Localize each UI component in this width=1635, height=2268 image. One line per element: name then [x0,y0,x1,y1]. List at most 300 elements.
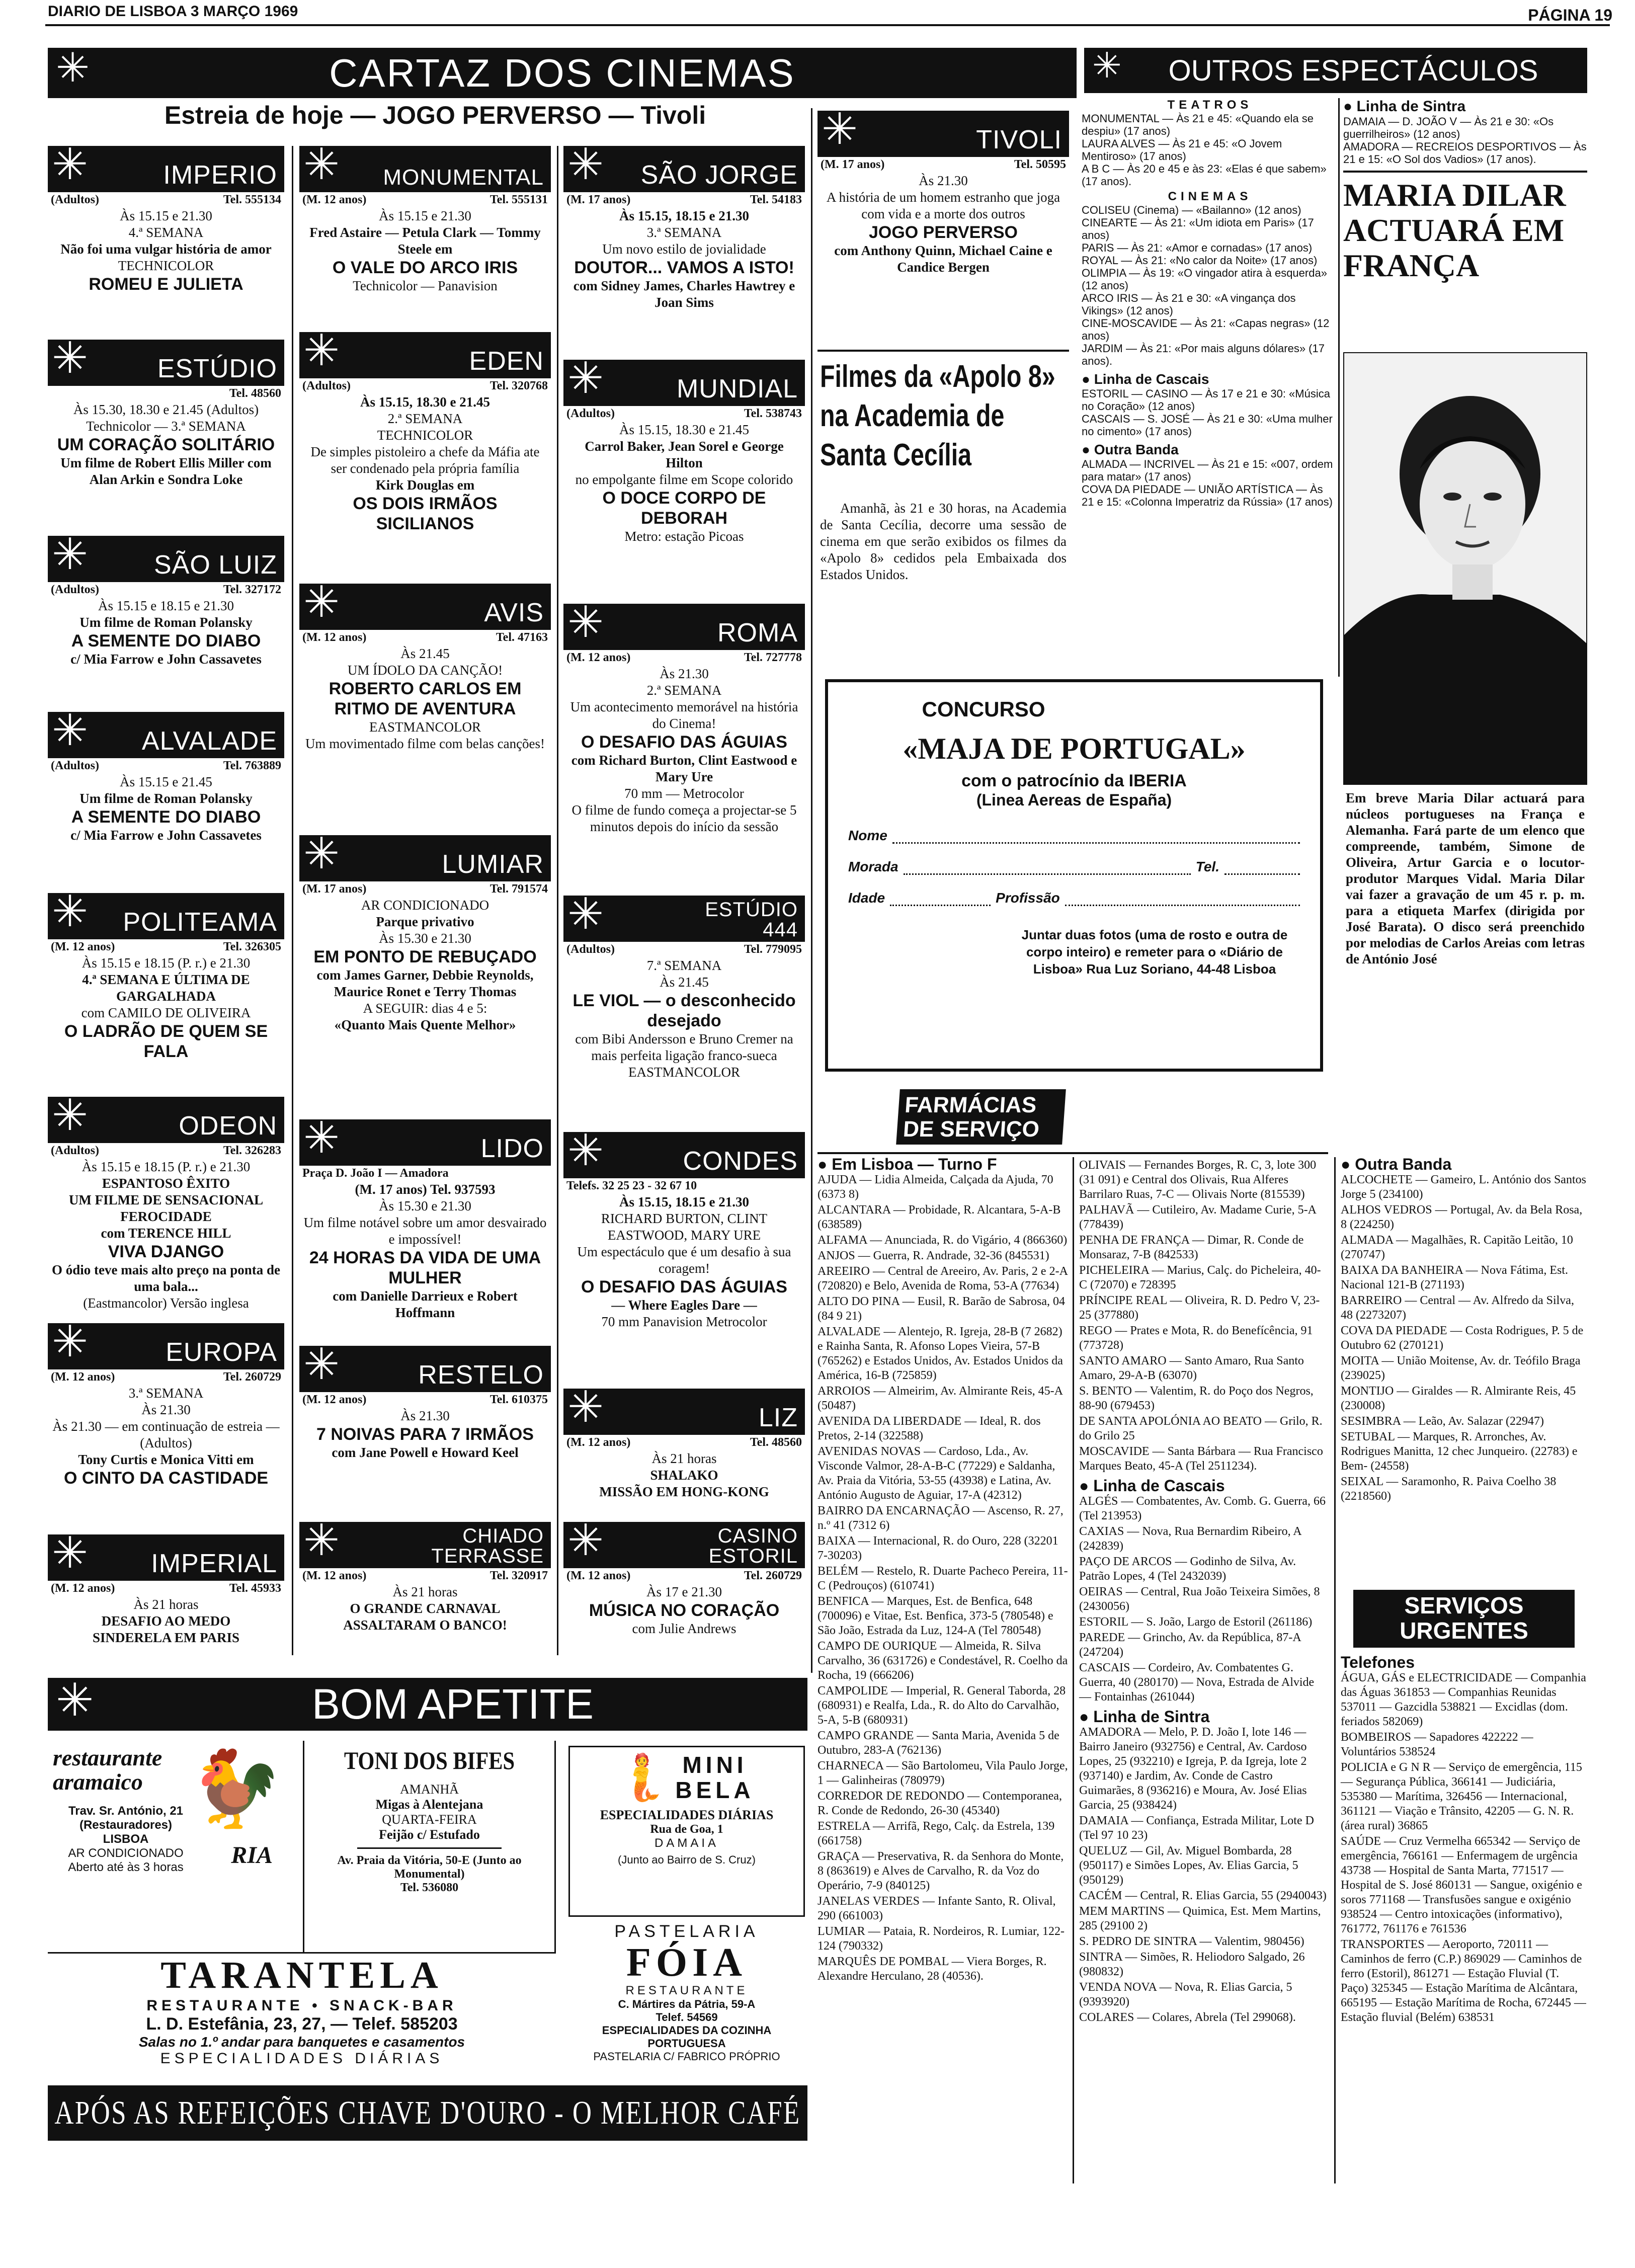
credits: Tony Curtis e Monica Vitti em [78,1452,254,1467]
section-title: Outra Banda [1094,442,1179,457]
cinema-restelo [299,1340,551,1461]
format: EASTMANCOLOR [628,1065,740,1080]
foia-pre: PASTELARIA [614,1922,759,1941]
minibela-junto: (Junto ao Bairro de S. Cruz) [618,1853,756,1866]
film-title: O VALE DO ARCO IRIS [332,258,518,277]
pharmacy-entry: PICHELEIRA — Marius, Calç. do Picheleira, 40-C (72070) e 728395 [1079,1264,1321,1291]
week: 3.ª SEMANA [646,225,722,240]
apolo-headline: Filmes da «Apolo 8» na Academia de Santa Cecília [820,359,1055,472]
showtimes: Às 15.15, 18.30 e 21.45 [360,394,490,410]
credits: RICHARD BURTON, CLINT EASTWOOD, MARY URE [601,1211,768,1243]
cinema-lumiar [299,830,551,1033]
cinema-avis [299,578,551,752]
week: 4.ª SEMANA E ÚLTIMA DE GARGALHADA [82,972,250,1004]
column-rule [811,108,812,1673]
showtimes: Às 15.15 e 18.15 e 21.30 [98,598,234,613]
portrait-image [1344,353,1587,785]
cinema-liz [563,1383,805,1500]
film-title: O DESAFIO DAS ÁGUIAS [581,1277,787,1297]
week: 2.ª SEMANA [387,411,463,426]
asterisk-icon: ✳ [303,140,340,189]
credits: com Danielle Darrieux e Robert Hoffmann [333,1288,518,1320]
showtimes: Às 15.15 e 21.30 [379,208,471,223]
film-title: OS DOIS IRMÃOS SICILIANOS [353,494,498,533]
section-rule [1343,171,1587,173]
asterisk-icon: ✳ [303,1114,340,1162]
rating: (M. 12 anos) [302,631,367,644]
cinemas-item: CINEARTE — Às 21: «Um idiota em Paris» (17 anos) [1082,216,1314,241]
asterisk-icon: ✳ [303,1340,340,1389]
rating: (Adultos) [51,1144,100,1157]
original-title: — Where Eagles Dare — [611,1298,757,1313]
phone: Tel. 327172 [223,583,281,596]
cinema-mundial [563,354,805,545]
column-rule [1334,1157,1336,2183]
format: (Eastmancolor) Versão inglesa [83,1295,249,1311]
concurso-name: «MAJA DE PORTUGAL» [903,732,1246,765]
morada-input[interactable] [904,859,1191,875]
asterisk-icon: ✳ [303,1516,340,1565]
pharmacy-entry: DE SANTA APOLÓNIA AO BEATO — Grilo, R. do Grilo 25 [1079,1415,1323,1442]
tagline: Um novo estilo de jovialidade [602,241,766,257]
phone: Tel. 791574 [489,882,548,896]
cinema-monumental [299,140,551,294]
idade-label: Idade [848,890,885,906]
pharmacy-entry: GRAÇA — Preservativa, R. da Senhora do Monte, 8 (863619) e Alves de Carvalho, R. da Voz do Operário, 7-9 (840125) [818,1850,1064,1892]
cinema-name: LUMIAR [442,850,544,879]
pharmacy-entry: ALCANTARA — Probidade, R. Alcantara, 5-A-B (638589) [818,1203,1061,1231]
pharmacy-entry: SINTRA — Simões, R. Heliodoro Salgado, 26 (980832) [1079,1951,1305,1978]
cascais-title: ● Linha de Cascais [1079,1477,1225,1495]
credits: com James Garner, Debbie Reynolds, Maurice Ronet e Terry Thomas [316,967,534,999]
asterisk-icon: ✳ [1092,46,1122,85]
asterisk-icon: ✳ [52,140,89,189]
asterisk-icon: ✳ [567,1126,604,1175]
pharmacy-entry: AVENIDAS NOVAS — Cardoso, Lda., Av. Visconde Valmor, 28-A-B-C (77229) e Saldanha, Av. Praia da Vitória, 53-55 (43938) e Latina, Av. António Augusto de Aguiar, 17-A (42312) [818,1445,1055,1502]
cinema-europa [48,1318,284,1488]
pharmacy-entry: MOITA — União Moitense, Av. dr. Teófilo Braga (239025) [1341,1354,1581,1382]
asterisk-icon: ✳ [52,706,89,755]
section-title: Linha de Cascais [1094,371,1209,387]
asterisk-icon: ✳ [567,354,604,402]
toni-amanha: AMANHÃ [400,1782,459,1797]
phone: Tel. 538743 [744,407,802,420]
rating: (M. 12 anos) [51,1582,115,1595]
section-title: Linha de Sintra [1093,1708,1210,1726]
pharmacy-entry: ARROIOS — Almeirim, Av. Almirante Reis, 45-A (50487) [818,1385,1062,1412]
section-title: Em Lisboa — Turno F [832,1155,997,1173]
idade-input[interactable] [890,890,991,906]
pharmacy-entry: ALVALADE — Alentejo, R. Igreja, 28-B (7 2682) e Rainha Santa, R. Afonso Lopes Vieira, 57-B (765262) e Estados Unidos, Av. Estados Unidos da América, 16-B (725859) [818,1325,1063,1382]
teatros-item: A B C — Às 20 e 45 e às 23: «Elas é que sabem» (17 anos). [1082,163,1327,188]
phone: Tel. 326283 [223,1144,281,1157]
phone: Telefs. 32 25 23 - 32 67 10 [566,1179,697,1192]
teatros-item: MONUMENTAL — Às 21 e 45: «Quando ela se despiu» (17 anos) [1082,112,1314,137]
tagline: Um movimentado filme com belas canções! [305,736,545,751]
phone: Tel. 47163 [496,631,548,644]
next-film: «Quanto Mais Quente Melhor» [334,1017,516,1032]
cinema-name: SÃO LUIZ [154,550,277,580]
pharmacy-entry: AMADORA — Melo, P. D. João I, lote 146 — Bairro Janeiro (932756) e Central, Av. Cardoso Lopes, 25 (932210) e Igreja, P. da Igreja, lote 2 (937140) e Jardim, Av. Conde de Castro Guimarães, 8 (936216) e Moura, Av. José Elias Garcia, 25 (938424) [1079,1726,1307,1812]
rating: (Adultos) [51,193,100,206]
foia-tel: Telef. 54569 [656,2011,718,2023]
showtimes: Às 15.15, 18.30 e 21.45 [619,422,749,437]
amenity: AR CONDICIONADO [361,898,489,913]
asterisk-icon: ✳ [52,887,89,936]
cinema-name: LIDO [480,1134,544,1163]
pharmacy-entry: ALHOS VEDROS — Portugal, Av. da Bela Rosa, 8 (224250) [1341,1203,1583,1231]
sintra-title: ● Linha de Sintra [1079,1708,1210,1726]
phone: Tel. 50595 [1014,158,1066,171]
cinemas-item: CINE-MOSCAVIDE — Às 21: «Capas negras» (12 anos) [1082,317,1330,342]
showtimes: Às 15.15 e 18.15 (P. r.) e 21.30 [81,1159,251,1174]
pharmacy-entry: PAÇO DE ARCOS — Godinho de Silva, Av. Patrão Lopes, 4 (Tel 2432039) [1079,1555,1296,1583]
pharmacy-entry: QUELUZ — Gil, Av. Miguel Bombarda, 28 (950117) e Simões Lopes, Av. Elias Garcia, 5 (950129) [1079,1844,1298,1887]
service-entry: ÁGUA, GÁS e ELECTRICIDADE — Companhia das Águas 361853 — Companhias Reunidas 537011 — Gazcidla 538821 — Excidlas (dom. feriados 582069) [1341,1671,1586,1728]
format: TECHNICOLOR [118,258,214,273]
section-rule [818,1152,1328,1154]
rating: (M. 17 anos) [821,158,885,171]
cinema-lido [299,1114,551,1321]
tel-input[interactable] [1224,859,1300,875]
credits: Um filme de Robert Ellis Miller com Alan Arkin e Sondra Loke [60,455,272,487]
pharmacy-entry: SEIXAL — Saramonho, R. Paiva Coelho 38 (2218560) [1341,1475,1557,1503]
cinema-name: TIVOLI [976,125,1062,154]
pharmacy-entry: PAREDE — Grincho, Av. da República, 87-A (247204) [1079,1631,1301,1659]
teatros-item: LAURA ALVES — Às 21 e 45: «O Jovem Mentiroso» (17 anos) [1082,137,1282,163]
credits: c/ Mia Farrow e John Cassavetes [70,652,262,667]
minibela-name: MINI BELA [675,1752,755,1803]
pharmacy-entry: ANJOS — Guerra, R. Andrade, 32-36 (845531) [818,1249,1049,1262]
showtimes: Às 15.15, 18.15 e 21.30 [619,1194,749,1209]
showtimes: Às 21.30 [919,173,968,188]
showtimes: Às 21 horas [133,1597,199,1612]
tel-label: Tel. [1195,859,1219,874]
estreia-line: Estreia de hoje — JOGO PERVERSO — Tivoli [164,101,706,129]
cinema-casino-estoril [563,1516,805,1637]
column-rule [1073,1157,1074,2183]
credits: com Julie Andrews [632,1621,737,1636]
showtimes: Às 21.45 [400,646,450,661]
asterisk-icon: ✳ [567,1383,604,1431]
pharmacy-entry: ALFAMA — Anunciada, R. do Vigário, 4 (866360) [818,1234,1068,1247]
film-title: O DOCE CORPO DE DEBORAH [602,489,766,528]
film-title: EM PONTO DE REBUÇADO [313,947,537,966]
credits: com Bibi Andersson e Bruno Cremer na mais perfeita ligação franco-sueca [575,1031,793,1063]
rating: (M. 17 anos) [566,193,631,206]
cinema-name: ODEON [179,1111,277,1141]
ad-toni-dos-bifes [304,1741,556,1952]
outra-title: ● Outra Banda [1341,1155,1452,1173]
pharmacy-entry: ALTO DO PINA — Eusil, R. Barão de Sabrosa, 04 (84 9 21) [818,1295,1065,1323]
cinema-imperio [48,140,284,294]
showtimes: Às 15.30, 18.30 e 21.45 (Adultos) [73,402,259,417]
form-morada [848,859,1300,875]
cinema-name: CHIADO TERRASSE [431,1525,544,1567]
farmacias-lisboa [818,1157,1069,1985]
rating: (M. 12 anos) [566,651,631,664]
aramaico-hours: Aberto até às 3 horas [68,1860,184,1874]
pharmacy-entry: ESTORIL — S. João, Largo de Estoril (261186) [1079,1615,1313,1629]
pharmacy-entry: CASCAIS — Cordeiro, Av. Combatentes G. Guerra, 40 (280170) — Nova, Estrada de Alvide — Fontainhas (261044) [1079,1661,1315,1704]
pharmacy-entry: REGO — Prates e Mota, R. do Benefícência, 91 (773728) [1079,1324,1313,1352]
credits: com CAMILO DE OLIVEIRA [81,1005,251,1020]
service-entry: TRANSPORTES — Aeroporto, 720111 — Caminhos de ferro (C.P.) 869029 — Caminhos de ferro (Estoril), 861271 — Estação Fluvial (T. Paço) 325345 — Estação Marítima de Alcântara, 665195 — Estação Marítima de Rocha, 672445 — Estação fluvial (Belém) 638531 [1341,1938,1586,2024]
pharmacy-entry: SESIMBRA — Leão, Av. Salazar (22947) [1341,1415,1544,1428]
profissao-label: Profissão [996,890,1060,906]
cinema-name: IMPERIAL [151,1549,277,1578]
phone: Tel. 320768 [489,379,548,392]
cascais-item: CASCAIS — S. JOSÉ — Às 21 e 30: «Uma mulher no cimento» (17 anos) [1082,413,1333,438]
toni-tel: Tel. 536080 [400,1881,459,1894]
aramaico-city: LISBOA [103,1832,149,1846]
foia-addr: C. Mártires da Pátria, 59-A [618,1998,756,2010]
showtimes: Às 21.45 [660,975,709,990]
cinemas-item: ARCO IRIS — Às 21 e 30: «A vingança dos Vikings» (12 anos) [1082,292,1296,317]
outros-title: OUTROS ESPECTÁCULOS [1168,54,1538,87]
showtimes: Às 15.15 e 21.30 [120,208,212,223]
cinema-eden [299,327,551,534]
rating: (M. 17 anos) [302,882,367,896]
credits: Carrol Baker, Jean Sorel e George Hilton [585,439,784,470]
film-title: JOGO PERVERSO [868,223,1018,242]
credits: Kirk Douglas em [375,477,475,493]
cinema-tivoli [818,105,1069,276]
linha-cascais-title: ● Linha de Cascais [1082,371,1209,387]
pharmacy-entry: CAMPO DE OURIQUE — Almeida, R. Silva Carvalho, 36 (631726) e Condestável, R. Coelho da Rocha, 19 (666206) [818,1640,1068,1682]
cinema-name: IMPERIO [163,160,277,190]
rating: (M. 12 anos) [566,1436,631,1449]
cinema-estudio-444 [563,890,805,1081]
film-title: A SEMENTE DO DIABO [71,807,261,827]
ad-mini-bela [568,1746,805,1917]
phone: Tel. 727778 [744,651,802,664]
credits: com Jane Powell e Howard Keel [332,1445,519,1460]
week: Technicolor — 3.ª SEMANA [86,419,246,434]
amenity: Parque privativo [376,914,474,929]
rating: (M. 12 anos) [51,940,115,953]
pharmacy-entry: AVENIDA DA LIBERDADE — Ideal, R. dos Pretos, 2-14 (322588) [818,1415,1041,1442]
cinema-name: EUROPA [166,1338,277,1367]
tagline: Um acontecimento memorável na história do Cinema! [570,699,798,731]
film-title: 24 HORAS DA VIDA DE UMA MULHER [309,1248,541,1287]
cinema-name: ESTÚDIO 444 [705,899,798,941]
cinema-politeama [48,887,284,1062]
asterisk-icon: ✳ [56,45,90,90]
phone: Tel. 48560 [750,1436,802,1449]
rating: (M. 12 anos) [302,1393,367,1406]
aramaico-name: restaurante aramaico [53,1745,162,1795]
film-title: MISSÃO EM HONG-KONG [599,1484,769,1499]
dilar-body: Em breve Maria Dilar actuará para núcleos portugueses na França e Alemanha. Fará parte de um elenco que compreende, também, Simone de Oliveira, Artur Garcia e o locutor-produtor Marques Vidal. Maria Dilar vai fazer a gravação de um 45 r. p. m. para a etiqueta Marfex (dirigida por José Barata). O disco será preenchido por melodias de Carlos Areias com letras de António José [1346,790,1585,966]
farmacias-title: FARMÁCIAS DE SERVIÇO [896,1089,1066,1145]
film-title: ROBERTO CARLOS EM RITMO DE AVENTURA [329,679,522,718]
pharmacy-entry: ALMADA — Magalhães, R. Capitão Leitão, 10 (270747) [1341,1234,1573,1261]
cascais-item: ESTORIL — CASINO — Às 17 e 21 e 30: «Música no Coração» (12 anos) [1082,387,1330,413]
concurso-box [825,679,1323,1072]
asterisk-icon: ✳ [567,140,604,189]
pharmacy-entry: SETUBAL — Marques, R. Arronches, Av. Rodrigues Manitta, 12 chec Junqueiro. (22783) e Bem- (24558) [1341,1430,1578,1473]
newspaper-date: DIARIO DE LISBOA 3 MARÇO 1969 [48,3,298,20]
tagline: A história de um homem estranho que joga com vida e a morte dos outros [826,190,1060,221]
cinema-name: ROMA [717,618,798,647]
header-rule [45,24,1610,26]
asterisk-icon: ✳ [303,578,340,626]
profissao-input[interactable] [1065,890,1300,906]
showtimes: Às 15.15 e 18.15 (P. r.) e 21.30 [81,955,251,970]
showtimes: Às 21.30 [141,1402,191,1417]
cinema-name: AVIS [484,598,544,627]
showtimes: Às 21 horas [392,1584,458,1599]
servicos-title: SERVIÇOS URGENTES [1353,1590,1575,1648]
rating: (Adultos) [302,379,351,392]
tarantela-name: TARANTELA [160,1954,443,1996]
ad-tarantela: TARANTELA RESTAURANTE • SNACK-BAR L. D. Estefânia, 23, 27, — Telef. 585203 Salas no 1.º andar para banquetes e casamentos ESPECIALIDADES DIÁRIAS [48,1952,556,2083]
showtimes: Às 17 e 21.30 [646,1584,722,1599]
cinema-name: POLITEAMA [123,908,277,937]
pharmacy-entry: BELÉM — Restelo, R. Duarte Pacheco Pereira, 11-C (Pedrouços) (610741) [818,1565,1068,1592]
asterisk-icon: ✳ [567,598,604,646]
nome-label: Nome [848,828,887,843]
cinema-name: LIZ [758,1403,798,1432]
pharmacy-entry: SANTO AMARO — Santo Amaro, Rua Santo Amaro, 29-A-B (63070) [1079,1354,1304,1382]
toni-day: QUARTA-FEIRA [382,1812,477,1827]
cinema-name: CASINO ESTORIL [708,1525,798,1567]
cinema-name: SÃO JORGE [640,160,798,190]
week: 4.ª SEMANA [128,225,204,240]
asterisk-icon: ✳ [303,327,340,375]
note: O filme de fundo começa a projectar-se 5 minutos depois do início da sessão [571,802,797,834]
rooster-icon: 🐓 [189,1746,283,1831]
asterisk-icon: ✳ [56,1675,94,1726]
outra-banda-item: COVA DA PIEDADE — UNIÃO ARTÍSTICA — Às 21 e 15: «Colonna Imperatriz da Rússia» (17 anos) [1082,483,1333,508]
chave-douro-banner [48,2085,807,2141]
cinemas-item: JARDIM — Às 21: «Por mais alguns dólares» (17 anos). [1082,342,1325,367]
asterisk-icon: ✳ [52,530,89,579]
film-title: O DESAFIO DAS ÁGUIAS [581,733,787,752]
form-idade [848,890,1300,906]
phone: Tel. 555134 [223,193,281,206]
film-title: LE VIOL — o desconhecido desejado [573,991,796,1030]
phone: Tel. 54183 [750,193,802,206]
pharmacy-entry: JANELAS VERDES — Infante Santo, R. Olival, 290 (661003) [818,1895,1056,1922]
pharmacy-entry: CACÉM — Central, R. Elias Garcia, 55 (2940043) [1079,1889,1327,1902]
asterisk-icon: ✳ [822,105,858,153]
concurso-linhas: (Linea Aereas de España) [976,791,1172,809]
next: A SEGUIR: dias 4 e 5: [363,1001,487,1016]
pharmacy-entry: OLIVAIS — Fernandes Borges, R. C, 3, lote 300 (31 091) e Central dos Olivais, Rua Alferes Barrilaro Ruas, 7-C — Olivais Norte (815539) [1079,1159,1317,1201]
phone: Tel. 45933 [229,1582,281,1595]
section-rule [818,350,1069,352]
tarantela-esp: ESPECIALIDADES DIÁRIAS [160,2050,444,2067]
rating: (M. 12 anos) [302,1569,367,1582]
showtimes: Às 15.30 e 21.30 [379,931,471,946]
tagline: O ódio teve mais alto preço na ponta de uma bala... [52,1262,280,1294]
phone: Tel. 555131 [489,193,548,206]
tagline: De simples pistoleiro a chefe da Máfia ate ser condenado pela própria família [310,444,540,476]
director: Um filme de Roman Polansky [79,791,253,806]
cinemas-item: OLIMPIA — Às 19: «O vingador atira à esquerda» (12 anos) [1082,267,1327,292]
pharmacy-entry: CHARNECA — São Bartolomeu, Vila Paulo Jorge, 1 — Galinheiras (780979) [818,1759,1068,1787]
week: 7.ª SEMANA [646,958,722,973]
pharmacy-entry: LUMIAR — Pataia, R. Nordeiros, R. Lumiar, 122-124 (790332) [818,1925,1065,1953]
cartaz-title: CARTAZ DOS CINEMAS [329,50,795,95]
section-title: Linha de Cascais [1093,1477,1225,1495]
metro: Metro: estação Picoas [624,529,744,544]
cinema-sao-jorge [563,140,805,311]
film-title: UM CORAÇÃO SOLITÁRIO [57,435,275,454]
pharmacy-entry: MONTIJO — Giraldes — R. Almirante Reis, 45 (230008) [1341,1385,1576,1412]
format: EASTMANCOLOR [369,719,481,735]
service-entry: BOMBEIROS — Sapadores 422222 — Voluntários 538524 [1341,1731,1533,1758]
pharmacy-entry: BARREIRO — Central — Av. Alfredo da Silva, 48 (2273207) [1341,1294,1574,1322]
rating: (Adultos) [566,943,615,956]
service-entry: SAÚDE — Cruz Vermelha 665342 — Serviço de emergência, 766161 — Enfermagem de urgência 43738 — Hospital de Santa Marta, 771517 — Hospital de S. José 860131 — Sangue, oxigénio e soros 771168 — Transfusões sangue e oxigénio 938524 — Centro intoxicações (informativo), 761772, 761176 e 761536 [1341,1835,1582,1935]
outros-banner [1084,48,1587,93]
pharmacy-entry: BENFICA — Marques, Est. de Benfica, 648 (700096) e Vitae, Est. Benfica, 373-5 (780548) e São João, Estrada da Luz, 124-A (Tel 780548) [818,1595,1053,1637]
cinema-name: MUNDIAL [676,374,798,403]
cinema-name: EDEN [469,347,544,376]
credits: com Richard Burton, Clint Eastwood e Mary Ure [571,753,797,784]
cinema-name: MONUMENTAL [383,165,544,190]
tagline: UM FILME DE SENSACIONAL FEROCIDADE [68,1192,264,1224]
format: TECHNICOLOR [377,428,473,443]
pharmacy-entry: ALCOCHETE — Gameiro, L. António dos Santos Jorge 5 (234100) [1341,1173,1586,1201]
rating: (M. 12 anos) [302,193,367,206]
pharmacy-entry: MEM MARTINS — Quimica, Est. Mem Martins, 285 (29100 2) [1079,1905,1321,1932]
pharmacy-entry: MOSCAVIDE — Santa Bárbara — Rua Francisco Marques Beato, 45-A (Tel 2511234). [1079,1445,1323,1473]
telefones-title: Telefones [1341,1653,1415,1671]
outra-banda-item: ALMADA — INCRIVEL — Às 21 e 15: «007, ordem para matar» (17 anos) [1082,458,1333,483]
column-rule [1338,98,1340,677]
minibela-addr: Rua de Goa, 1 [650,1823,723,1836]
film-title: MÚSICA NO CORAÇÃO [589,1601,780,1620]
format: 70 mm Panavision Metrocolor [601,1314,767,1329]
lisboa-title: ● Em Lisboa — Turno F [818,1155,997,1173]
sintra-item: AMADORA — RECREIOS DESPORTIVOS — Às 21 e 15: «O Sol dos Vadios» (17 anos). [1343,140,1587,166]
cinema-name: CONDES [683,1147,798,1176]
format: 70 mm — Metrocolor [624,786,744,801]
toni-name: TONI DOS BIFES [344,1746,515,1774]
nome-input[interactable] [892,828,1300,844]
minibela-city: DAMAIA [654,1836,719,1850]
pharmacy-entry: BAIRRO DA ENCARNAÇÃO — Ascenso, R. 27, n.º 41 (7312 6) [818,1504,1064,1532]
bomapetite-banner [48,1675,807,1731]
film-title: SINDERELA EM PARIS [92,1630,240,1645]
asterisk-icon: ✳ [52,334,89,382]
credits: Fred Astaire — Petula Clark — Tommy Steele em [309,225,541,257]
film-title: A SEMENTE DO DIABO [71,631,261,651]
column-rule [557,146,558,1655]
maria-dilar-photo [1343,352,1587,785]
servicos-section [1341,1655,1587,2026]
pharmacy-entry: CORREDOR DE REDONDO — Contemporanea, R. Conde de Redondo, 26-30 (45340) [818,1790,1062,1817]
format: Technicolor — Panavision [353,278,498,293]
cinemas-item: COLISEU (Cinema) — «Bailanno» (12 anos) [1082,204,1301,216]
address: Praça D. João I — Amadora [302,1167,449,1180]
cartaz-banner [48,45,1077,98]
cinema-chiado-terrasse [299,1516,551,1634]
tarantela-sub: RESTAURANTE • SNACK-BAR [146,1997,457,2014]
film-title: O CINTO DA CASTIDADE [63,1469,269,1488]
column-rule [292,146,293,1655]
dilar-headline: MARIA DILAR ACTUARÁ EM FRANÇA [1343,177,1566,283]
mermaid-icon: 🧜 [613,1752,670,1803]
phone: Tel. 779095 [744,943,802,956]
sintra-item: DAMAIA — D. JOÃO V — Às 21 e 30: «Os guerrilheiros» (12 anos) [1343,115,1554,140]
film-title: 7 NOIVAS PARA 7 IRMÃOS [316,1425,534,1444]
tagline: Um filme notável sobre um amor desvairado e impossível! [303,1215,547,1247]
